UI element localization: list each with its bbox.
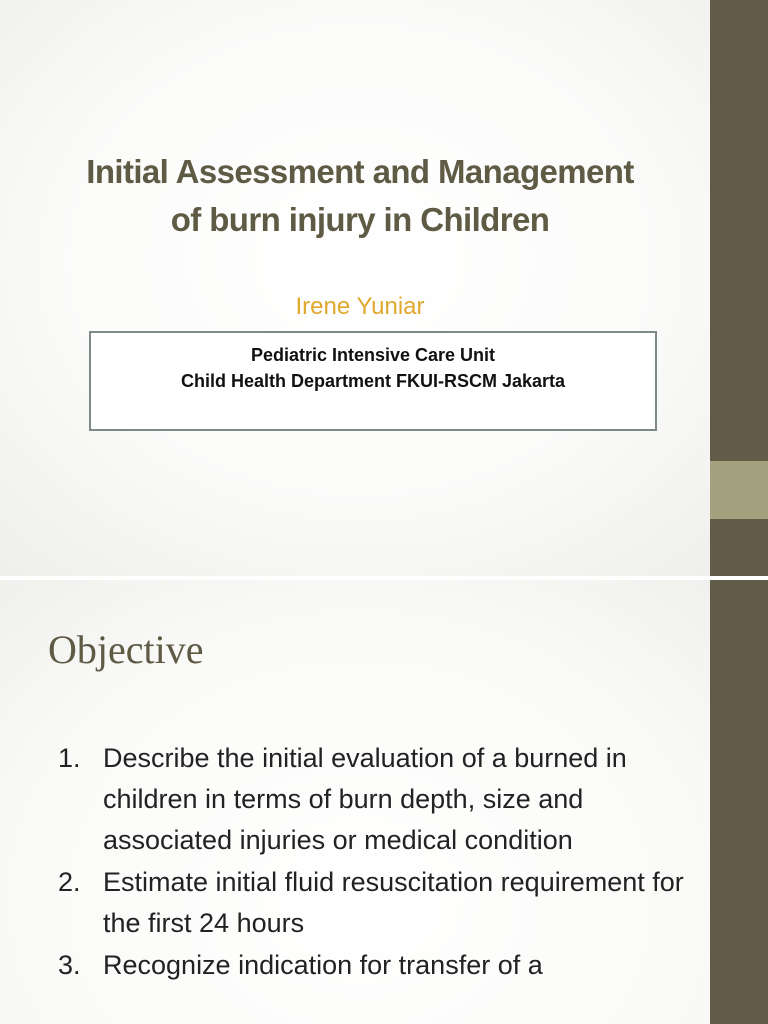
objective-item [58, 738, 698, 861]
presentation-title [30, 148, 690, 244]
objective-number: 3. [58, 950, 81, 980]
title-line-2: of burn injury in Children [170, 201, 550, 238]
objective-list [58, 738, 698, 987]
objective-number: 1. [58, 743, 81, 773]
objective-number: 2. [58, 867, 81, 897]
objective-item [58, 862, 698, 944]
author-name: Irene Yuniar [295, 293, 425, 320]
objective-item [58, 945, 698, 986]
affiliation-box [89, 331, 657, 431]
sidebar-accent-block [710, 461, 768, 519]
affiliation-department: Child Health Department FKUI-RSCM Jakarta [180, 371, 566, 391]
objective-text: Recognize indication for transfer of a [103, 950, 543, 980]
affiliation-unit: Pediatric Intensive Care Unit [250, 345, 496, 365]
objective-heading: Objective [48, 627, 204, 672]
objective-text: Describe the initial evaluation of a burned in children in terms of burn depth, size and associated injuries or medical condition [103, 743, 627, 855]
sidebar-bar [710, 580, 768, 1024]
slide-objective [0, 580, 768, 1024]
objective-text: Estimate initial fluid resuscitation requirement for the first 24 hours [103, 867, 684, 938]
title-line-1: Initial Assessment and Management [86, 153, 634, 190]
